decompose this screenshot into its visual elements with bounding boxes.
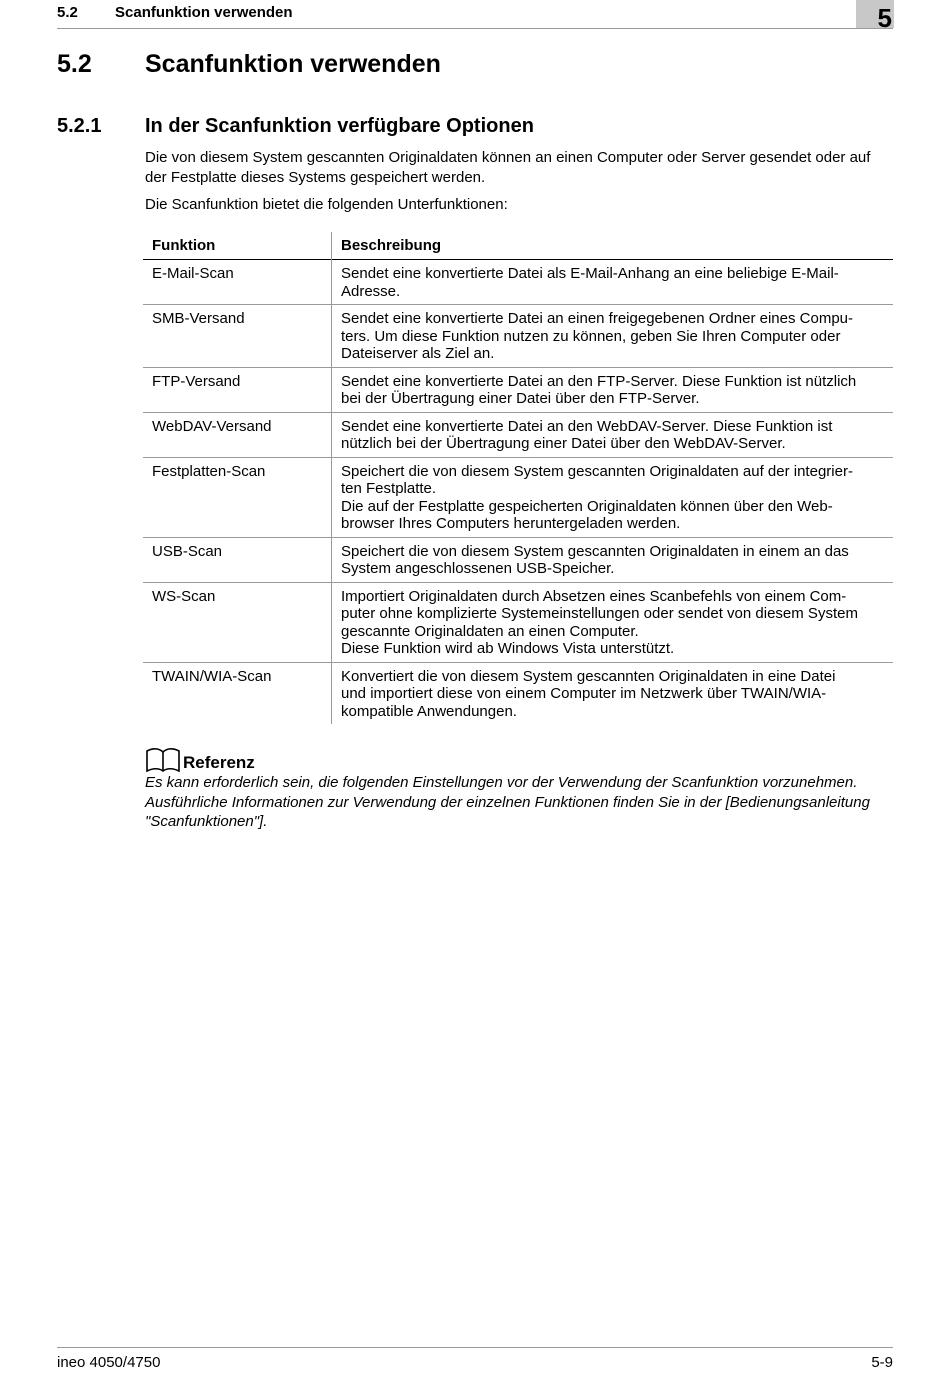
reference-line: "Scanfunktionen"]. xyxy=(145,813,268,830)
description-cell xyxy=(332,537,894,582)
table-row xyxy=(143,412,893,457)
intro-line: der Festplatte dieses Systems gespeichert werden. xyxy=(145,169,486,186)
description-cell xyxy=(332,412,894,457)
description-line: Sendet eine konvertierte Datei an den FTP-Server. Diese Funktion ist nützlich xyxy=(341,372,857,390)
description-line: nützlich bei der Übertragung einer Datei über den WebDAV-Server. xyxy=(341,435,786,452)
description-line: Speichert die von diesem System gescannten Originaldaten auf der integrier- xyxy=(341,462,853,480)
intro-line: Die von diesem System gescannten Originaldaten können an einen Computer oder Server gesendet oder auf xyxy=(145,149,871,166)
description-line: Adresse. xyxy=(341,282,401,300)
description-line: Sendet eine konvertierte Datei als E-Mail-Anhang an eine beliebige E-Mail- xyxy=(341,265,839,282)
description-line: Sendet eine konvertierte Datei an einen freigegebenen Ordner eines Compu- xyxy=(341,310,853,327)
product-name: ineo 4050/4750 xyxy=(57,1354,161,1371)
description-line: kompatible Anwendungen. xyxy=(341,702,517,720)
table-row xyxy=(143,260,893,305)
function-cell: E-Mail-Scan xyxy=(143,260,332,305)
column-header-function: Funktion xyxy=(143,232,332,260)
description-cell xyxy=(332,662,894,724)
description-cell xyxy=(332,260,894,305)
description-line: gescannte Originaldaten an einen Computer. xyxy=(341,622,639,640)
table-row xyxy=(143,457,893,537)
description-line: System angeschlossenen USB-Speicher. xyxy=(341,560,615,577)
function-cell: FTP-Versand xyxy=(143,367,332,412)
description-line: ters. Um diese Funktion nutzen zu können, geben Sie Ihren Computer oder xyxy=(341,327,841,345)
chapter-tab xyxy=(856,0,894,33)
description-line: Importiert Originaldaten durch Absetzen eines Scanbefehls von einem Com- xyxy=(341,587,847,605)
section-number: 5.2 xyxy=(57,50,92,78)
description-line: browser Ihres Computers heruntergeladen werden. xyxy=(341,515,681,532)
table-row xyxy=(143,662,893,724)
description-line: puter ohne komplizierte Systemeinstellungen oder sendet von diesem System xyxy=(341,605,858,622)
book-icon xyxy=(145,747,181,773)
description-line: Speichert die von diesem System gescannten Originaldaten in einem an das xyxy=(341,542,849,560)
description-line: Die auf der Festplatte gespeicherten Originaldaten können über den Web- xyxy=(341,497,833,515)
reference-text xyxy=(145,773,905,832)
page-footer xyxy=(57,1347,893,1376)
reference-note xyxy=(145,745,905,832)
intro-paragraph xyxy=(145,148,895,188)
intro-paragraph-2: Die Scanfunktion bietet die folgenden Unterfunktionen: xyxy=(145,196,508,213)
description-cell xyxy=(332,582,894,662)
table-row xyxy=(143,367,893,412)
reference-line: Ausführliche Informationen zur Verwendung der einzelnen Funktionen finden Sie in der [Bedienungsanleitung xyxy=(145,793,870,811)
function-cell: TWAIN/WIA-Scan xyxy=(143,662,332,724)
section-title: Scanfunktion verwenden xyxy=(145,50,441,78)
description-cell xyxy=(332,305,894,368)
header-section-title: Scanfunktion verwenden xyxy=(115,4,293,21)
table-row xyxy=(143,537,893,582)
scan-functions-table xyxy=(143,232,893,724)
subsection-title: In der Scanfunktion verfügbare Optionen xyxy=(145,115,534,137)
description-line: Sendet eine konvertierte Datei an den WebDAV-Server. Diese Funktion ist xyxy=(341,417,833,435)
function-cell: Festplatten-Scan xyxy=(143,457,332,537)
reference-line: Es kann erforderlich sein, die folgenden Einstellungen vor der Verwendung der Scanfunktion vorzunehmen. xyxy=(145,774,858,791)
table-header-row xyxy=(143,232,893,260)
function-cell: WS-Scan xyxy=(143,582,332,662)
subsection-number: 5.2.1 xyxy=(57,115,102,137)
description-line: Konvertiert die von diesem System gescannten Originaldaten in eine Datei xyxy=(341,667,836,685)
description-line: Dateiserver als Ziel an. xyxy=(341,345,495,362)
header-section-number: 5.2 xyxy=(57,4,78,21)
table-row xyxy=(143,582,893,662)
running-header xyxy=(57,0,893,29)
description-line: bei der Übertragung einer Datei über den FTP-Server. xyxy=(341,390,700,407)
function-cell: USB-Scan xyxy=(143,537,332,582)
reference-heading xyxy=(145,745,905,773)
page-number: 5-9 xyxy=(871,1354,893,1371)
table-row xyxy=(143,305,893,368)
description-cell xyxy=(332,367,894,412)
chapter-number: 5 xyxy=(877,3,892,33)
description-line: ten Festplatte. xyxy=(341,480,437,497)
description-cell xyxy=(332,457,894,537)
function-cell: WebDAV-Versand xyxy=(143,412,332,457)
description-line: Diese Funktion wird ab Windows Vista unterstützt. xyxy=(341,640,675,657)
reference-title: Referenz xyxy=(183,753,255,772)
description-line: und importiert diese von einem Computer im Netzwerk über TWAIN/WIA- xyxy=(341,685,827,702)
function-cell: SMB-Versand xyxy=(143,305,332,368)
column-header-description: Beschreibung xyxy=(341,237,442,254)
